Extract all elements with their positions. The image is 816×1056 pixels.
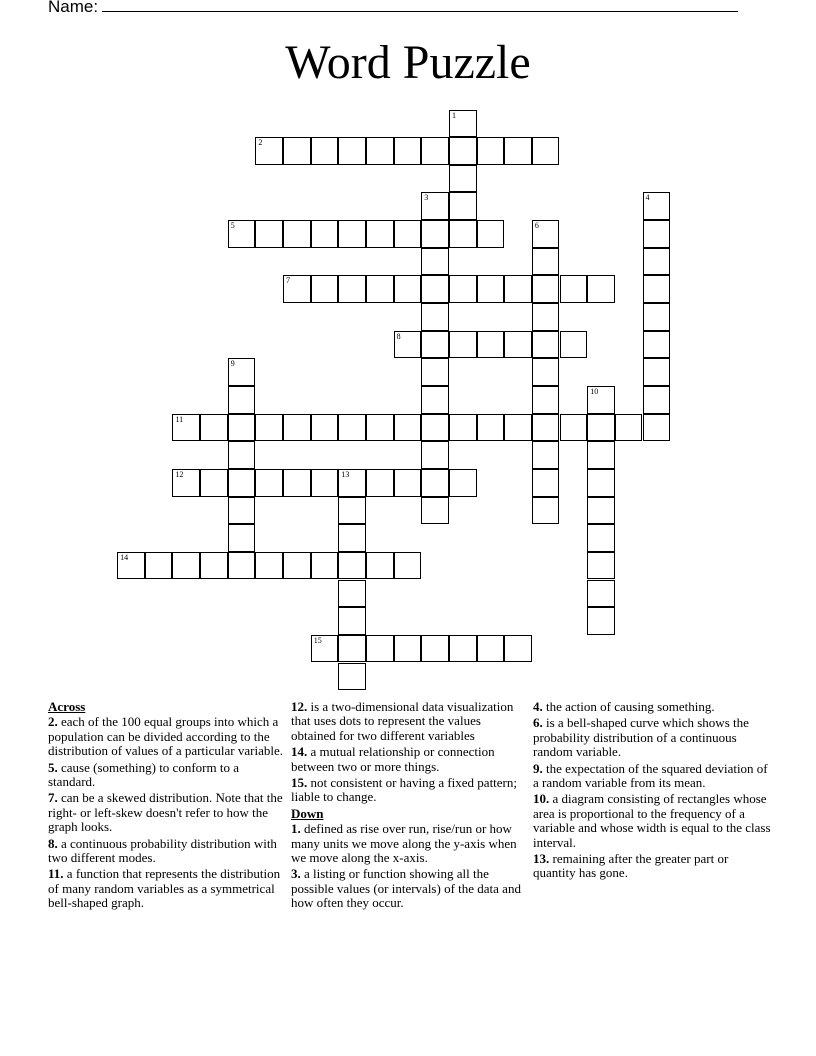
grid-cell[interactable] <box>532 358 560 386</box>
grid-cell[interactable] <box>366 469 394 497</box>
grid-cell[interactable] <box>587 469 615 497</box>
grid-cell[interactable] <box>228 441 256 469</box>
grid-cell[interactable] <box>366 137 394 165</box>
grid-cell[interactable] <box>643 358 671 386</box>
grid-cell[interactable] <box>449 635 477 663</box>
grid-cell[interactable] <box>228 497 256 525</box>
grid-cell[interactable] <box>255 220 283 248</box>
grid-cell[interactable] <box>283 414 311 442</box>
grid-cell[interactable] <box>172 552 200 580</box>
grid-cell[interactable] <box>532 248 560 276</box>
grid-cell[interactable] <box>366 220 394 248</box>
grid-cell[interactable] <box>172 414 200 442</box>
clue-number: 3 <box>424 193 429 203</box>
grid-cell[interactable] <box>643 275 671 303</box>
grid-cell[interactable] <box>338 663 366 691</box>
clue-across-14: 14. a mutual relationship or connection between two or more things. <box>291 744 495 774</box>
grid-cell[interactable] <box>172 469 200 497</box>
grid-cell[interactable] <box>449 110 477 138</box>
grid-cell[interactable] <box>587 497 615 525</box>
grid-cell[interactable] <box>311 635 339 663</box>
grid-cell[interactable] <box>283 137 311 165</box>
grid-cell[interactable] <box>532 386 560 414</box>
clue-column-3 <box>533 700 773 883</box>
grid-cell[interactable] <box>449 220 477 248</box>
grid-cell[interactable] <box>421 635 449 663</box>
grid-cell[interactable] <box>587 441 615 469</box>
grid-cell[interactable] <box>532 469 560 497</box>
grid-cell[interactable] <box>200 552 228 580</box>
grid-cell[interactable] <box>587 580 615 608</box>
grid-cell[interactable] <box>255 137 283 165</box>
clue-number: 5 <box>230 221 235 231</box>
grid-cell[interactable] <box>338 524 366 552</box>
grid-cell[interactable] <box>421 303 449 331</box>
grid-cell[interactable] <box>283 220 311 248</box>
grid-cell[interactable] <box>338 552 366 580</box>
clue-number: 7 <box>286 276 291 286</box>
clue-down-1: 1. defined as rise over run, rise/run or how many units we move along the y-axis when we move along the x-axis. <box>291 821 517 866</box>
grid-cell[interactable] <box>366 275 394 303</box>
grid-cell[interactable] <box>338 635 366 663</box>
grid-cell[interactable] <box>643 248 671 276</box>
grid-cell[interactable] <box>394 220 422 248</box>
grid-cell[interactable] <box>117 552 145 580</box>
clue-number: 13 <box>341 469 350 479</box>
clue-number: 10 <box>590 387 599 396</box>
grid-cell[interactable] <box>643 220 671 248</box>
grid-cell[interactable] <box>504 137 532 165</box>
down-heading: Down <box>291 805 324 821</box>
clue-number: 11 <box>175 414 184 424</box>
grid-cell[interactable] <box>338 607 366 635</box>
grid-cell[interactable] <box>338 414 366 442</box>
grid-cell[interactable] <box>532 331 560 359</box>
grid-cell[interactable] <box>643 386 671 414</box>
grid-cell[interactable] <box>532 497 560 525</box>
grid-cell[interactable] <box>421 275 449 303</box>
clue-across-5: 5. cause (something) to conform to a standard. <box>48 759 239 790</box>
grid-cell[interactable] <box>587 552 615 580</box>
across-heading: Across <box>48 699 86 714</box>
grid-cell[interactable] <box>560 331 588 359</box>
grid-cell[interactable] <box>421 192 449 220</box>
grid-cell[interactable] <box>311 220 339 248</box>
grid-cell[interactable] <box>338 137 366 165</box>
clue-down-3: 3. a listing or function showing all the possible values (or intervals) of the data and how often they occur. <box>291 866 521 911</box>
grid-cell[interactable] <box>532 303 560 331</box>
grid-cell[interactable] <box>477 331 505 359</box>
grid-cell[interactable] <box>532 220 560 248</box>
grid-cell[interactable] <box>421 497 449 525</box>
grid-cell[interactable] <box>255 414 283 442</box>
grid-cell[interactable] <box>421 248 449 276</box>
grid-cell[interactable] <box>421 414 449 442</box>
grid-cell[interactable] <box>643 303 671 331</box>
clue-down-10: 10. a diagram consisting of rectangles whose area is proportional to the frequency of a variable and whose width is equal to the class interval. <box>533 791 771 850</box>
clue-across-7: 7. can be a skewed distribution. Note that the right- or left-skew doesn't refer to how the graph looks. <box>48 790 283 835</box>
grid-cell[interactable] <box>421 220 449 248</box>
clue-down-13: 13. remaining after the greater part or quantity has gone. <box>533 851 729 881</box>
clue-column-1 <box>48 700 284 913</box>
grid-cell[interactable] <box>311 414 339 442</box>
clue-down-4: 4. the action of causing something. <box>533 699 715 714</box>
grid-cell[interactable] <box>449 469 477 497</box>
grid-cell[interactable] <box>228 386 256 414</box>
grid-cell[interactable] <box>504 275 532 303</box>
grid-cell[interactable] <box>228 220 256 248</box>
clue-across-15: 15. not consistent or having a fixed pattern; liable to change. <box>291 775 518 805</box>
grid-cell[interactable] <box>200 414 228 442</box>
grid-cell[interactable] <box>421 137 449 165</box>
grid-cell[interactable] <box>532 441 560 469</box>
grid-cell[interactable] <box>255 469 283 497</box>
clue-column-2 <box>291 700 527 913</box>
grid-cell[interactable] <box>311 275 339 303</box>
grid-cell[interactable] <box>477 137 505 165</box>
grid-cell[interactable] <box>504 635 532 663</box>
name-label: Name: <box>48 0 99 16</box>
grid-cell[interactable] <box>394 331 422 359</box>
grid-cell[interactable] <box>366 414 394 442</box>
grid-cell[interactable] <box>283 275 311 303</box>
grid-cell[interactable] <box>615 414 643 442</box>
grid-cell[interactable] <box>200 469 228 497</box>
clue-number: 12 <box>175 469 184 479</box>
grid-cell[interactable] <box>643 414 671 442</box>
clue-down-6: 6. is a bell-shaped curve which shows the probability distribution of a continuous random variable. <box>533 715 749 760</box>
clue-across-11: 11. a function that represents the distribution of many random variables as a symmetrical bell-shaped graph. <box>48 866 281 911</box>
grid-cell[interactable] <box>449 275 477 303</box>
clue-across-12: 12. is a two-dimensional data visualization that uses dots to represent the values obtained for two different variables <box>291 699 514 743</box>
grid-cell[interactable] <box>228 552 256 580</box>
clue-down-9: 9. the expectation of the squared deviation of a random variable from its mean. <box>533 760 768 791</box>
grid-cell[interactable] <box>394 414 422 442</box>
grid-cell[interactable] <box>283 469 311 497</box>
grid-cell[interactable] <box>532 414 560 442</box>
grid-cell[interactable] <box>449 192 477 220</box>
clue-number: 1 <box>451 110 456 120</box>
grid-cell[interactable] <box>338 580 366 608</box>
clue-across-8: 8. a continuous probability distribution with two different modes. <box>48 835 277 866</box>
grid-cell[interactable] <box>587 275 615 303</box>
grid-cell[interactable] <box>477 635 505 663</box>
grid-cell[interactable] <box>587 607 615 635</box>
clue-number: 6 <box>534 221 539 231</box>
grid-cell[interactable] <box>311 137 339 165</box>
grid-cell[interactable] <box>228 358 256 386</box>
grid-cell[interactable] <box>366 635 394 663</box>
grid-cell[interactable] <box>587 524 615 552</box>
grid-cell[interactable] <box>145 552 173 580</box>
clue-number: 8 <box>396 331 401 341</box>
grid-cell[interactable] <box>643 331 671 359</box>
grid-cell[interactable] <box>560 275 588 303</box>
grid-cell[interactable] <box>255 552 283 580</box>
grid-cell[interactable] <box>228 524 256 552</box>
grid-cell[interactable] <box>504 414 532 442</box>
grid-cell[interactable] <box>587 414 615 442</box>
grid-cell[interactable] <box>421 386 449 414</box>
grid-cell[interactable] <box>394 635 422 663</box>
clue-number: 4 <box>645 193 650 203</box>
grid-cell[interactable] <box>477 220 505 248</box>
grid-cell[interactable] <box>311 469 339 497</box>
grid-cell[interactable] <box>449 331 477 359</box>
grid-cell[interactable] <box>394 469 422 497</box>
grid-cell[interactable] <box>504 331 532 359</box>
grid-cell[interactable] <box>338 469 366 497</box>
clue-across-2: 2. each of the 100 equal groups into which a population can be divided according to the distribution of values of a particular variable. <box>48 714 284 759</box>
grid-cell[interactable] <box>643 192 671 220</box>
grid-cell[interactable] <box>449 165 477 193</box>
grid-cell[interactable] <box>560 414 588 442</box>
grid-cell[interactable] <box>338 220 366 248</box>
grid-cell[interactable] <box>283 552 311 580</box>
grid-cell[interactable] <box>338 275 366 303</box>
grid-cell[interactable] <box>449 137 477 165</box>
grid-cell[interactable] <box>587 386 615 414</box>
clue-number: 15 <box>313 635 322 645</box>
grid-cell[interactable] <box>421 469 449 497</box>
page-title: Word Puzzle <box>285 36 531 89</box>
grid-cell[interactable] <box>421 441 449 469</box>
grid-cell[interactable] <box>228 414 256 442</box>
grid-cell[interactable] <box>449 414 477 442</box>
clue-number: 2 <box>258 138 263 148</box>
grid-cell[interactable] <box>532 137 560 165</box>
grid-cell[interactable] <box>311 552 339 580</box>
grid-cell[interactable] <box>421 358 449 386</box>
grid-cell[interactable] <box>366 552 394 580</box>
clue-number: 9 <box>230 359 235 369</box>
grid-cell[interactable] <box>421 331 449 359</box>
grid-cell[interactable] <box>338 497 366 525</box>
grid-cell[interactable] <box>228 469 256 497</box>
grid-cell[interactable] <box>394 275 422 303</box>
clue-number: 14 <box>120 552 129 562</box>
grid-cell[interactable] <box>394 552 422 580</box>
grid-cell[interactable] <box>477 414 505 442</box>
grid-cell[interactable] <box>477 275 505 303</box>
grid-cell[interactable] <box>394 137 422 165</box>
grid-cell[interactable] <box>532 275 560 303</box>
